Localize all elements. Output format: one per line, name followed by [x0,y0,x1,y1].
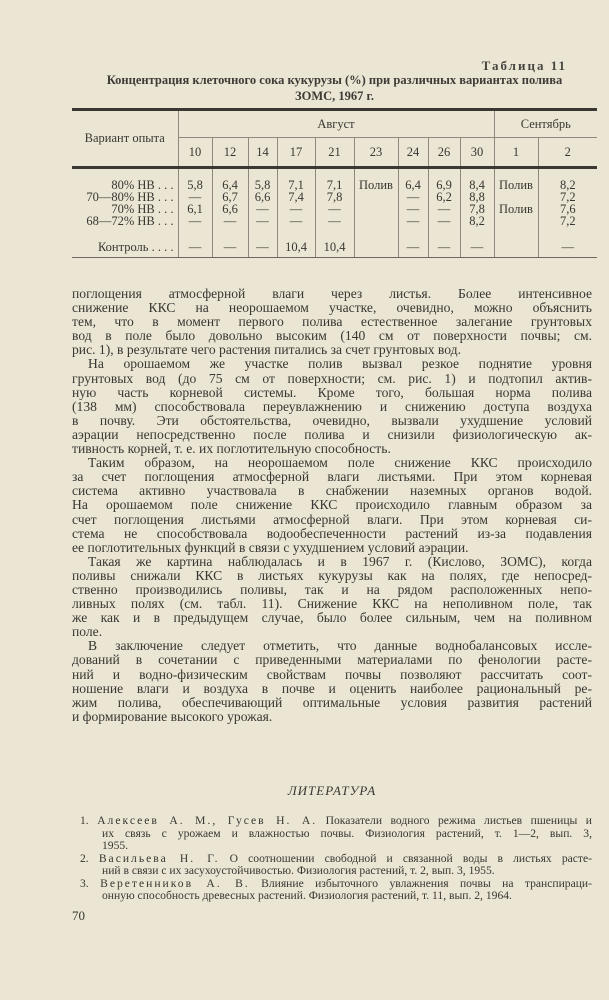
paragraph [72,555,592,640]
reference-item [80,878,592,903]
header-day: 2 [538,138,597,168]
header-day: 17 [277,138,315,168]
table-cell: 8,2 [460,215,494,227]
table-cell: — [178,237,212,258]
table-cell [354,203,398,215]
reference-text: Влияние избыточного увлажнения почвы на транспираци- [261,876,592,890]
text-line: аэрации непосредственно после полива и снизили физиологическую ак- [72,427,592,442]
reference-line: онную способность древесных растений. Физиология растений, т. 11, вып. 2, 1964. [102,889,512,902]
header-day: 21 [315,138,354,168]
table-cell: 10,4 [315,237,354,258]
text-line: ношение влаги и воздуха в почве и оценить наиболее рациональный ре- [72,681,592,696]
text-line: же как и в предыдущем случае, было более сильным, чем на поливном [72,611,592,626]
page-number: 70 [72,908,85,923]
table-cell: — [248,215,277,227]
table-cell: 7,6 [538,203,597,215]
text-line: ливных полях (см. табл. 11). Снижение ККС на неполивном поле, так [72,597,592,612]
text-line: На орошаемом поле снижение ККС происходило главным образом за [72,498,592,513]
table-cell: Полив [494,203,538,215]
table-cell: 8,8 [460,191,494,203]
text-line: система активно участвовала в снабжении наземных органов водой. [72,484,592,499]
table-cell: 5,8 [248,179,277,191]
table-cell: — [248,237,277,258]
reference-line [80,815,592,828]
row-label: 70—80% НВ . . . [86,190,174,204]
reference-item [80,853,592,878]
table-cell: 8,2 [538,179,597,191]
table-cell: — [460,237,494,258]
reference-text: Показатели водного режима листьев пшеницы и [325,814,592,827]
text-line: ний и водно-физическим свойствам почвы позволяют рассчитать соот- [72,667,592,682]
reference-line: их связь с урожаем и влажностью почвы. Физиология растений, т. 1—2, вып. 3, [102,826,592,840]
table-cell: — [428,203,460,215]
text-line: В заключение следует отметить, что данные воднобалансовых иссле- [88,639,592,654]
header-day: 23 [354,138,398,168]
table-cell: 7,8 [460,203,494,215]
reference-number: 2. [80,851,89,865]
body-text [72,287,592,724]
table-cell: 7,8 [315,191,354,203]
paragraph [72,456,592,555]
reference-line: 1955. [102,839,129,852]
reference-item [80,815,592,853]
table-row [72,237,597,258]
text-line: Такая же картина наблюдалась и в 1967 г. (Кислово, ЗОМС), когда [88,554,592,569]
table-row [72,215,597,227]
table-cell: 6,9 [428,179,460,191]
text-line: в почву. Эти обстоятельства, очевидно, вызвали ухудшение условий [72,413,592,428]
text-line: тивность корней, т. е. их поглотительную способность. [72,442,391,457]
table-cell: — [277,203,315,215]
reference-list [80,815,592,903]
header-variant: Вариант опыта [72,110,178,168]
table-cell: 6,2 [428,191,460,203]
table-cell: Полив [494,179,538,191]
text-line: поле. [72,625,103,640]
table-cell [494,215,538,227]
table-cell: — [398,203,428,215]
text-line: рис. 1), в результате чего растения питались за счет грунтовых вод. [72,343,461,358]
text-line: жим полива, обеспечивающий оптимальные условия развития растений [72,695,592,710]
row-label: 68—72% НВ . . . [86,214,174,228]
table-cell: — [212,237,248,258]
text-line: (138 мм) способствовала переувлажнению и снижению доступа воздуха [72,399,592,414]
table-cell: 6,4 [398,179,428,191]
table-cell: — [248,203,277,215]
paragraph [72,639,592,724]
text-line: На орошаемом же участке полив вызвал резкое поднятие уровня [88,357,592,372]
table-cell: — [428,215,460,227]
text-line: дований в сочетании с приведенными материалами по фенологии расте- [72,653,592,668]
table-cell: — [315,215,354,227]
table-cell: — [538,237,597,258]
table-cell: 7,1 [315,179,354,191]
header-day: 12 [212,138,248,168]
table-cell [354,191,398,203]
table-title-line: Концентрация клеточного сока кукурузы (%) при различных вариантах полива [106,73,563,87]
text-line: вод в поле было довольно высоким (140 см от поверхности почвы; см. [72,329,592,344]
header-day: 14 [248,138,277,168]
table-cell: 7,2 [538,215,597,227]
table-cell: 7,1 [277,179,315,191]
header-august: Август [178,110,494,138]
header-day: 24 [398,138,428,168]
literature-heading: ЛИТЕРАТУРА [287,783,377,798]
table-cell: 10,4 [277,237,315,258]
table-cell: Полив [354,179,398,191]
table-cell: 7,4 [277,191,315,203]
table-cell [354,215,398,227]
text-line: поглощения атмосферной влаги через листья. Более интенсивное [72,287,592,301]
text-line: за счет поглощения атмосферной влаги листьями. При этом корневая [72,470,592,485]
table-cell: 6,1 [178,203,212,215]
table-cell: 5,8 [178,179,212,191]
text-line: счет поглощения листьями атмосферной влаги. При этом корневая си- [72,512,592,527]
table-cell: — [212,215,248,227]
text-line: ее поглотительных функций в связи с ухудшением условий аэрации. [72,540,469,555]
header-day: 10 [178,138,212,168]
data-table [72,108,597,258]
row-label: 70% НВ . . . [111,202,174,216]
paragraph [72,287,592,357]
text-line: снижение ККС на неорошаемом участке, очевидно, можно объяснить [72,301,592,316]
table-title [72,72,597,104]
table-cell: — [178,215,212,227]
table-cell: — [428,237,460,258]
table-cell: — [178,191,212,203]
text-line: поливы снижали ККС в листьях кукурузы как на полях, где непосред- [72,568,592,583]
text-line: стема не способствовала водообеспеченности растений из-за подавления [72,526,592,541]
table-cell: — [277,215,315,227]
paragraph [72,357,592,456]
header-day: 30 [460,138,494,168]
table-cell: 6,6 [212,203,248,215]
reference-authors: Веретенников А. В. [100,876,250,890]
table-cell: 6,7 [212,191,248,203]
table-label: Таблица 11 [481,58,567,73]
table-cell [354,237,398,258]
header-september: Сентябрь [494,110,597,138]
text-line: ственно производились поливы, так и на рядом расположенных непо- [72,582,592,597]
text-line: Таким образом, на неорошаемом поле снижение ККС происходило [88,456,592,471]
reference-number: 3. [80,876,89,890]
text-line: и формирование высокого урожая. [72,709,273,724]
table-cell: — [398,215,428,227]
row-label: Контроль . . . . [72,237,178,258]
table-cell: — [398,191,428,203]
table-cell: 7,2 [538,191,597,203]
text-line: ную часть корневой системы. Кроме того, большая норма полива [72,385,592,400]
table-cell: — [315,203,354,215]
table-cell [494,237,538,258]
reference-number: 1. [80,814,89,827]
reference-text: О соотношении свободной и связанной воды в листьях расте- [229,851,593,865]
row-label: 80% НВ . . . [111,178,174,192]
text-line: грунтовых вод (до 75 см от поверхности; см. рис. 1) и подтопил актив- [72,371,592,386]
text-line: тем, что в момент первого полива естественное залегание грунтовых [72,315,592,330]
table-cell: 8,4 [460,179,494,191]
header-day: 1 [494,138,538,168]
table-title-line: ЗОМС, 1967 г. [295,89,374,103]
table-cell: 6,6 [248,191,277,203]
reference-line: ний в связи с их засухоустойчивостью. Физиология растений, т. 2, вып. 3, 1955. [102,864,495,877]
reference-authors: Алексеев А. М., Гусев Н. А. [97,814,318,827]
table-cell: 6,4 [212,179,248,191]
reference-authors: Васильева Н. Г. [98,851,220,865]
table-cell: — [398,237,428,258]
header-day: 26 [428,138,460,168]
